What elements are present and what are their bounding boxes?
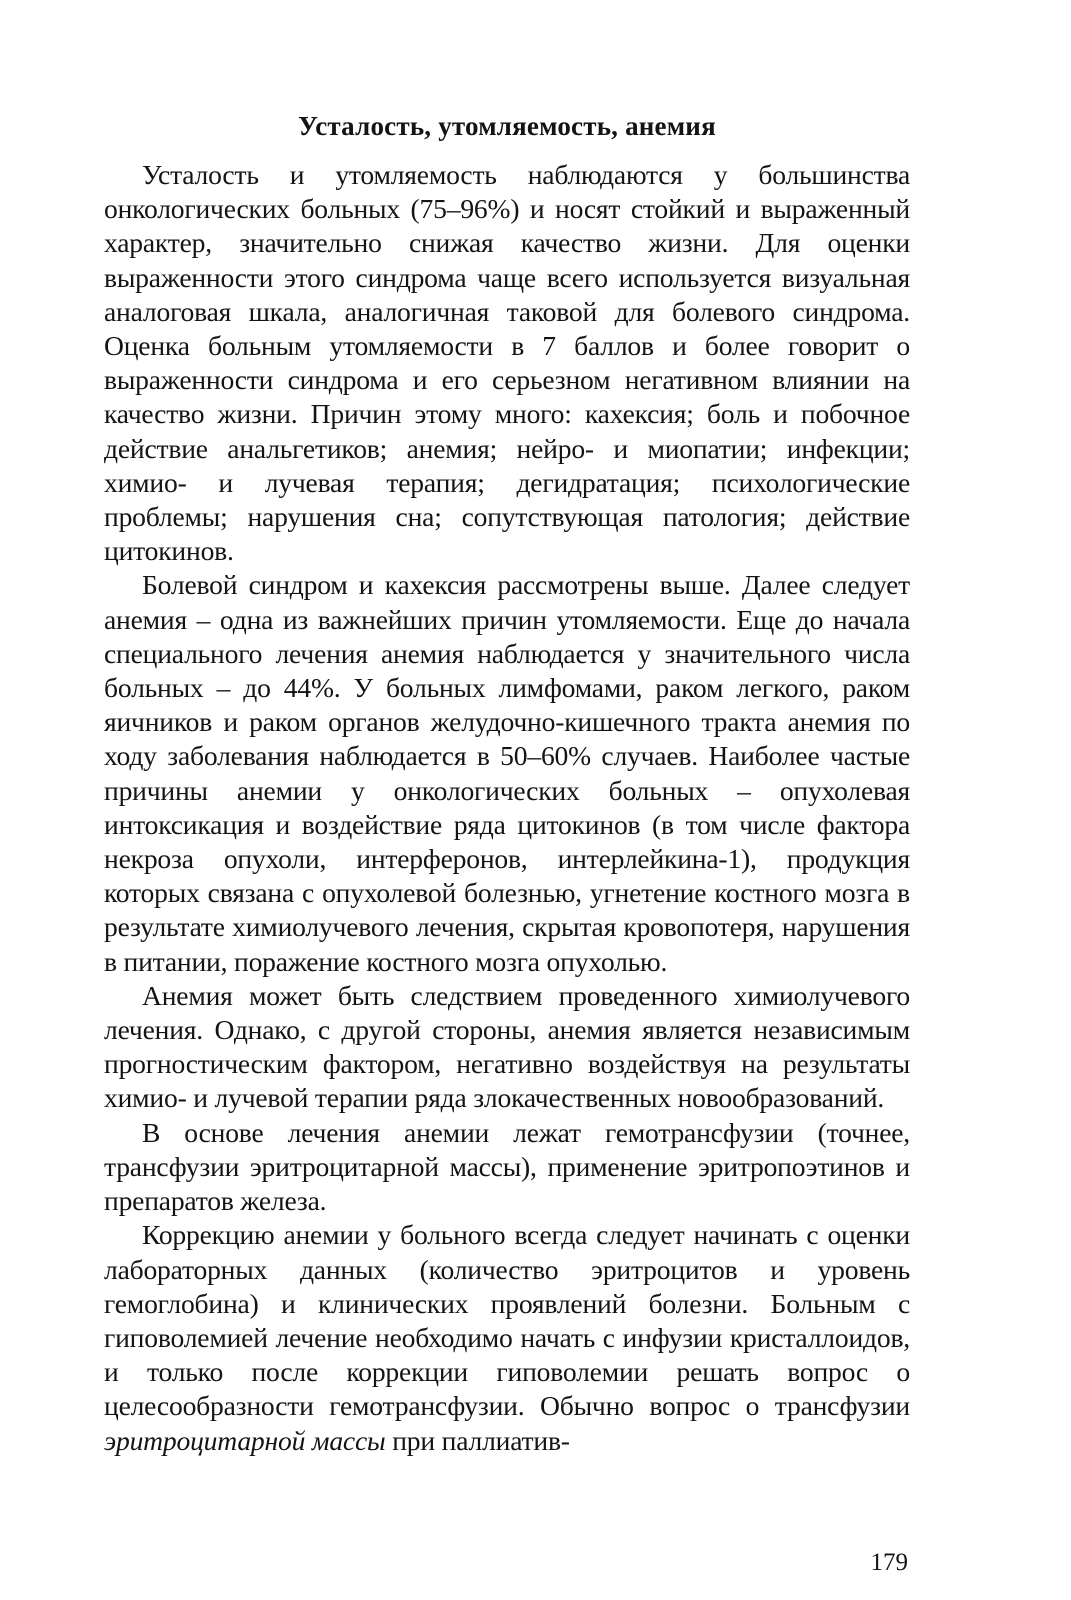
paragraph-anemia-causes: Болевой синдром и кахексия рассмотрены выше. Далее следует анемия – одна из важнейших причин утомляемости. Еще до начала специального лечения анемия наблюдается у значительного числа больных – до 44%. У больных лимфомами, раком легкого, раком яичников и раком органов желудочно-кишечного тракта анемия по ходу заболевания наблюдается в 50–60% случаев. Наиболее частые причины анемии у онкологических больных – опухолевая интоксикация и воздействие ряда цитокинов (в том числе фактора некроза опухоли, интерферонов, интерлейкина-1), продукция которых связана с опухолевой болезнью, угнетение костного мозга в результате химиолучевого лечения, скрытая кровопотеря, нарушения в питании, поражение костного мозга опухолью. xyxy=(104,569,910,977)
emphasis-erythrocyte-mass: эритроцитарной массы xyxy=(104,1424,386,1456)
paragraph-fatigue-prevalence: Усталость и утомляемость наблюдаются у большинства онкологических больных (75–96%) и носят стойкий и выраженный характер, значительно снижая качество жизни. Для оценки выраженности этого синдрома чаще всего используется визуальная аналоговая шкала, аналогичная таковой для болевого синдрома. Оценка больным утомляемости в 7 баллов и более говорит о выраженности синдрома и его серьезном негативном влиянии на качество жизни. Причин этому много: кахексия; боль и побочное действие анальгетиков; анемия; нейро- и миопатии; инфекции; химио- и лучевая терапия; дегидратация; психологические проблемы; нарушения сна; сопутствующая патология; действие цитокинов. xyxy=(104,159,910,567)
section-heading: Усталость, утомляемость, анемия xyxy=(298,111,716,141)
paragraph-correction-text: Коррекцию анемии у больного всегда следует начинать с оценки лабораторных данных (количество эритроцитов и уровень гемоглобина) и клинических проявлений болезни. Больным с гиповолемией лечение необходимо начать с инфузии кристаллоидов, и только после коррекции гиповолемии решать вопрос о целесообразности гемотрансфузии. Обычно вопрос о трансфузии xyxy=(104,1219,910,1422)
page-content xyxy=(104,100,910,1458)
paragraph-correction xyxy=(104,1218,910,1457)
paragraph-correction-tail: при паллиатив- xyxy=(385,1424,570,1456)
page-number: 179 xyxy=(870,1549,908,1576)
paragraph-anemia-consequence: Анемия может быть следствием проведенного химиолучевого лечения. Однако, с другой стороны, анемия является независимым прогностическим фактором, негативно воздействуя на результаты химио- и лучевой терапии ряда злокачественных новообразований. xyxy=(104,979,910,1114)
paragraph-treatment-basis: В основе лечения анемии лежат гемотрансфузии (точнее, трансфузии эритроцитарной массы), применение эритропоэтинов и препаратов железа. xyxy=(104,1116,910,1217)
